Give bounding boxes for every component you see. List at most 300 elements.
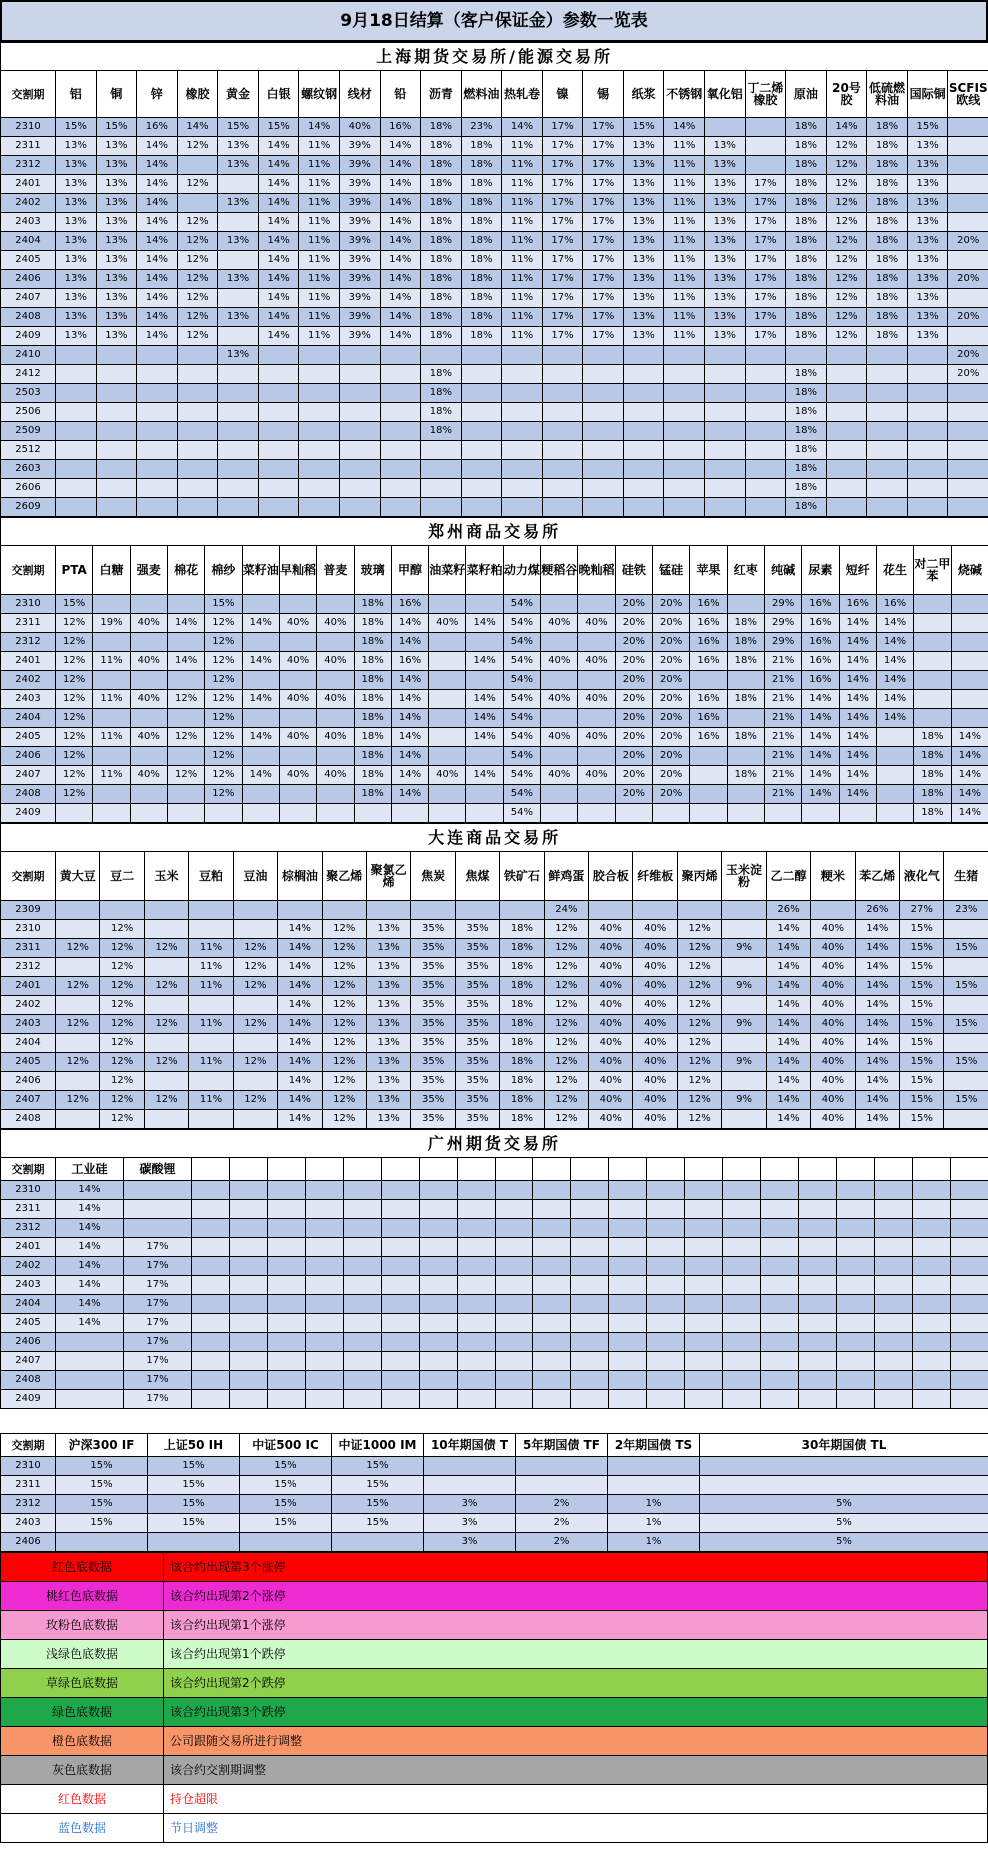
margin-cell: 14%	[855, 1053, 899, 1072]
margin-cell	[914, 709, 951, 728]
margin-cell: 12%	[677, 920, 721, 939]
margin-cell: 13%	[56, 213, 97, 232]
column-header: 锌	[137, 71, 178, 118]
margin-cell: 15%	[900, 920, 944, 939]
margin-cell: 15%	[240, 1476, 332, 1495]
margin-cell: 17%	[745, 251, 786, 270]
margin-cell	[542, 479, 583, 498]
margin-cell: 17%	[542, 289, 583, 308]
margin-cell: 11%	[664, 175, 705, 194]
margin-cell: 18%	[354, 766, 391, 785]
margin-cell	[836, 1371, 874, 1390]
margin-cell: 12%	[205, 633, 242, 652]
table-row	[1, 633, 988, 652]
legend-description: 节日调整	[164, 1814, 988, 1843]
margin-cell: 26%	[855, 901, 899, 920]
margin-cell	[461, 365, 502, 384]
margin-cell	[495, 1238, 533, 1257]
margin-cell	[339, 422, 380, 441]
margin-cell: 14%	[826, 118, 867, 137]
margin-cell	[571, 1333, 609, 1352]
margin-cell: 11%	[189, 1015, 233, 1034]
margin-cell	[907, 384, 948, 403]
margin-cell	[466, 747, 503, 766]
margin-cell	[799, 1257, 837, 1276]
margin-cell	[907, 422, 948, 441]
margin-cell: 18%	[500, 939, 544, 958]
margin-cell	[764, 804, 801, 823]
margin-cell	[578, 633, 615, 652]
margin-cell	[317, 785, 354, 804]
margin-cell	[826, 422, 867, 441]
margin-cell: 18%	[867, 289, 908, 308]
margin-cell	[167, 671, 204, 690]
margin-cell	[700, 1457, 988, 1476]
margin-cell	[137, 422, 178, 441]
margin-cell	[912, 1352, 950, 1371]
margin-cell	[258, 365, 299, 384]
margin-cell	[745, 346, 786, 365]
margin-cell: 14%	[839, 633, 876, 652]
margin-cell: 13%	[56, 270, 97, 289]
column-header: 尿素	[802, 546, 839, 595]
margin-cell: 35%	[455, 939, 499, 958]
margin-cell: 18%	[354, 652, 391, 671]
margin-cell	[229, 1276, 267, 1295]
margin-cell	[723, 1257, 761, 1276]
margin-cell	[948, 403, 988, 422]
margin-cell: 54%	[503, 690, 540, 709]
margin-cell	[571, 1200, 609, 1219]
margin-cell: 12%	[56, 671, 93, 690]
margin-cell: 20%	[948, 365, 988, 384]
margin-cell	[267, 1181, 305, 1200]
margin-cell: 12%	[177, 327, 218, 346]
margin-cell: 14%	[177, 118, 218, 137]
margin-cell	[533, 1352, 571, 1371]
table-row	[1, 1514, 988, 1533]
margin-cell: 12%	[56, 652, 93, 671]
margin-cell: 14%	[855, 1072, 899, 1091]
margin-cell	[623, 441, 664, 460]
margin-cell: 12%	[56, 939, 100, 958]
margin-cell	[761, 1333, 799, 1352]
margin-cell: 14%	[766, 1072, 810, 1091]
margin-cell	[461, 498, 502, 517]
cffex-table	[0, 1409, 988, 1552]
margin-cell: 18%	[727, 728, 764, 747]
margin-cell: 12%	[100, 1034, 144, 1053]
margin-cell: 18%	[867, 308, 908, 327]
margin-cell	[948, 137, 988, 156]
margin-cell: 12%	[322, 939, 366, 958]
margin-cell: 40%	[811, 958, 855, 977]
margin-cell	[299, 479, 340, 498]
margin-cell	[421, 441, 462, 460]
margin-cell: 12%	[322, 996, 366, 1015]
margin-cell: 14%	[839, 690, 876, 709]
margin-cell	[583, 460, 624, 479]
margin-cell: 14%	[278, 1015, 322, 1034]
margin-cell	[218, 365, 259, 384]
delivery-period-cell: 2312	[1, 1219, 56, 1238]
margin-cell: 13%	[705, 175, 746, 194]
margin-cell: 35%	[411, 958, 455, 977]
delivery-period-cell: 2401	[1, 1238, 56, 1257]
margin-cell: 16%	[690, 690, 727, 709]
margin-cell: 35%	[411, 996, 455, 1015]
margin-cell: 15%	[900, 1072, 944, 1091]
delivery-period-cell: 2312	[1, 1495, 56, 1514]
margin-cell	[799, 1314, 837, 1333]
margin-cell	[653, 804, 690, 823]
margin-cell	[799, 1390, 837, 1409]
margin-cell: 12%	[144, 1015, 188, 1034]
margin-cell	[466, 595, 503, 614]
margin-cell	[192, 1200, 230, 1219]
column-header: 30年期国债 TL	[700, 1434, 988, 1457]
margin-cell	[826, 346, 867, 365]
margin-cell: 11%	[93, 652, 130, 671]
margin-cell: 18%	[727, 766, 764, 785]
margin-cell: 40%	[589, 1034, 633, 1053]
margin-cell	[542, 460, 583, 479]
margin-cell	[541, 747, 578, 766]
margin-cell	[647, 1352, 685, 1371]
margin-cell	[93, 709, 130, 728]
margin-cell: 12%	[167, 766, 204, 785]
margin-cell: 18%	[500, 1091, 544, 1110]
margin-cell: 16%	[690, 595, 727, 614]
margin-cell: 16%	[391, 652, 428, 671]
margin-cell: 21%	[764, 671, 801, 690]
delivery-period-cell: 2406	[1, 1072, 56, 1091]
margin-cell	[951, 652, 988, 671]
margin-cell: 14%	[391, 766, 428, 785]
column-header: 铜	[96, 71, 137, 118]
margin-cell	[429, 728, 466, 747]
margin-cell	[542, 441, 583, 460]
column-header: 铁矿石	[500, 852, 544, 901]
margin-cell	[457, 1181, 495, 1200]
margin-cell	[93, 747, 130, 766]
margin-cell	[542, 365, 583, 384]
margin-cell	[343, 1257, 381, 1276]
margin-cell: 13%	[218, 156, 259, 175]
margin-cell	[429, 652, 466, 671]
margin-cell	[305, 1295, 343, 1314]
margin-cell	[137, 346, 178, 365]
margin-cell: 17%	[745, 175, 786, 194]
margin-cell	[664, 460, 705, 479]
margin-cell	[56, 460, 97, 479]
margin-cell	[419, 1390, 457, 1409]
margin-cell: 1%	[608, 1495, 700, 1514]
column-header	[419, 1158, 457, 1181]
margin-cell: 14%	[56, 1219, 124, 1238]
margin-cell: 13%	[705, 156, 746, 175]
margin-cell: 40%	[811, 920, 855, 939]
margin-cell	[647, 1238, 685, 1257]
margin-cell	[457, 1390, 495, 1409]
margin-cell: 11%	[502, 213, 543, 232]
margin-cell	[124, 1200, 192, 1219]
margin-cell: 12%	[100, 1072, 144, 1091]
table-row	[1, 232, 988, 251]
margin-cell: 40%	[317, 652, 354, 671]
margin-cell: 18%	[786, 460, 827, 479]
margin-cell	[424, 1476, 516, 1495]
margin-cell	[93, 785, 130, 804]
table-row	[1, 1072, 988, 1091]
margin-cell	[685, 1314, 723, 1333]
margin-cell	[233, 920, 277, 939]
margin-cell	[258, 422, 299, 441]
margin-cell: 39%	[339, 289, 380, 308]
margin-cell: 40%	[589, 939, 633, 958]
margin-cell: 12%	[544, 977, 588, 996]
margin-cell	[455, 901, 499, 920]
margin-cell: 12%	[205, 614, 242, 633]
margin-cell: 15%	[56, 1514, 148, 1533]
margin-cell: 14%	[855, 996, 899, 1015]
margin-cell: 14%	[258, 232, 299, 251]
margin-cell: 14%	[299, 118, 340, 137]
margin-cell	[218, 422, 259, 441]
margin-cell: 18%	[500, 1072, 544, 1091]
margin-cell: 15%	[56, 1457, 148, 1476]
margin-cell: 13%	[705, 251, 746, 270]
margin-cell: 15%	[900, 1034, 944, 1053]
margin-cell: 12%	[205, 747, 242, 766]
table-row	[1, 346, 988, 365]
column-header: 鲜鸡蛋	[544, 852, 588, 901]
margin-cell	[876, 766, 913, 785]
margin-cell	[948, 327, 988, 346]
margin-cell	[381, 1390, 419, 1409]
margin-cell	[533, 1238, 571, 1257]
margin-cell	[144, 958, 188, 977]
margin-cell	[229, 1371, 267, 1390]
margin-cell: 18%	[461, 194, 502, 213]
margin-cell	[192, 1314, 230, 1333]
margin-cell	[647, 1257, 685, 1276]
margin-cell	[874, 1371, 912, 1390]
margin-cell	[799, 1276, 837, 1295]
margin-cell: 14%	[380, 289, 421, 308]
column-header: 20号胶	[826, 71, 867, 118]
margin-cell	[723, 1238, 761, 1257]
margin-cell	[144, 1072, 188, 1091]
margin-cell	[951, 614, 988, 633]
margin-cell	[705, 346, 746, 365]
margin-cell	[912, 1371, 950, 1390]
table-row	[1, 901, 988, 920]
margin-cell	[664, 422, 705, 441]
column-header	[533, 1158, 571, 1181]
margin-cell	[533, 1333, 571, 1352]
margin-cell	[258, 346, 299, 365]
margin-cell: 13%	[366, 1072, 410, 1091]
margin-cell	[541, 804, 578, 823]
margin-cell: 12%	[826, 270, 867, 289]
margin-cell	[240, 1533, 332, 1552]
margin-cell	[56, 996, 100, 1015]
margin-cell: 40%	[811, 1015, 855, 1034]
margin-cell: 12%	[144, 977, 188, 996]
margin-cell: 14%	[258, 308, 299, 327]
column-header	[685, 1158, 723, 1181]
margin-cell	[229, 1238, 267, 1257]
margin-cell	[339, 346, 380, 365]
margin-cell: 35%	[455, 1015, 499, 1034]
margin-cell: 17%	[745, 289, 786, 308]
margin-cell	[96, 441, 137, 460]
margin-cell: 13%	[366, 1015, 410, 1034]
margin-cell: 18%	[461, 232, 502, 251]
column-header: 黄金	[218, 71, 259, 118]
margin-cell	[907, 460, 948, 479]
margin-cell	[229, 1219, 267, 1238]
margin-cell	[192, 1276, 230, 1295]
margin-cell: 13%	[623, 308, 664, 327]
margin-cell: 40%	[589, 920, 633, 939]
margin-cell: 20%	[615, 709, 652, 728]
margin-cell	[705, 384, 746, 403]
margin-cell	[609, 1181, 647, 1200]
margin-cell: 12%	[167, 728, 204, 747]
margin-cell	[429, 633, 466, 652]
margin-cell: 13%	[96, 308, 137, 327]
margin-cell: 13%	[366, 977, 410, 996]
delivery-period-cell: 2403	[1, 690, 56, 709]
margin-cell	[299, 498, 340, 517]
margin-cell	[192, 1371, 230, 1390]
margin-cell: 11%	[93, 728, 130, 747]
margin-cell	[723, 1371, 761, 1390]
margin-cell: 11%	[502, 251, 543, 270]
margin-cell	[343, 1352, 381, 1371]
margin-cell: 18%	[786, 365, 827, 384]
margin-cell: 15%	[900, 996, 944, 1015]
margin-cell	[533, 1295, 571, 1314]
table-row	[1, 118, 988, 137]
margin-cell: 13%	[705, 232, 746, 251]
margin-cell	[317, 633, 354, 652]
margin-cell	[56, 479, 97, 498]
margin-cell	[727, 709, 764, 728]
margin-cell	[874, 1390, 912, 1409]
column-header: 硅铁	[615, 546, 652, 595]
margin-cell	[381, 1314, 419, 1333]
margin-cell	[836, 1333, 874, 1352]
margin-cell	[419, 1276, 457, 1295]
margin-cell: 18%	[500, 1015, 544, 1034]
margin-cell	[218, 289, 259, 308]
margin-cell: 14%	[242, 766, 279, 785]
margin-cell: 14%	[137, 137, 178, 156]
margin-cell	[950, 1295, 988, 1314]
legend-description: 持仓超限	[164, 1785, 988, 1814]
margin-cell: 14%	[278, 1091, 322, 1110]
margin-cell	[322, 901, 366, 920]
margin-cell	[56, 384, 97, 403]
margin-cell	[218, 384, 259, 403]
margin-cell	[647, 1276, 685, 1295]
margin-cell	[380, 346, 421, 365]
margin-cell	[56, 804, 93, 823]
margin-cell: 40%	[589, 977, 633, 996]
margin-cell: 20%	[615, 747, 652, 766]
margin-cell	[867, 346, 908, 365]
margin-cell	[189, 901, 233, 920]
margin-cell: 18%	[354, 785, 391, 804]
margin-cell: 14%	[258, 194, 299, 213]
table-row	[1, 996, 988, 1015]
margin-cell	[305, 1257, 343, 1276]
margin-cell	[380, 403, 421, 422]
legend-label: 浅绿色底数据	[1, 1640, 164, 1669]
margin-cell	[664, 441, 705, 460]
margin-cell: 40%	[279, 766, 316, 785]
margin-cell: 12%	[233, 977, 277, 996]
margin-cell	[192, 1238, 230, 1257]
table-row	[1, 1015, 988, 1034]
margin-cell: 12%	[322, 1110, 366, 1129]
margin-cell	[279, 747, 316, 766]
margin-cell: 35%	[455, 1110, 499, 1129]
margin-cell	[948, 441, 988, 460]
margin-cell: 14%	[839, 614, 876, 633]
margin-cell: 54%	[503, 614, 540, 633]
delivery-period-cell: 2311	[1, 939, 56, 958]
margin-cell	[258, 460, 299, 479]
margin-cell	[912, 1295, 950, 1314]
margin-cell: 18%	[727, 614, 764, 633]
margin-cell	[647, 1219, 685, 1238]
margin-cell: 14%	[855, 1015, 899, 1034]
margin-cell: 20%	[653, 671, 690, 690]
margin-cell	[299, 460, 340, 479]
margin-cell	[705, 460, 746, 479]
margin-cell: 14%	[951, 728, 988, 747]
margin-cell: 15%	[900, 939, 944, 958]
delivery-period-cell: 2310	[1, 1457, 56, 1476]
margin-cell: 18%	[421, 213, 462, 232]
margin-cell	[343, 1295, 381, 1314]
margin-cell: 40%	[130, 690, 167, 709]
column-header: 铅	[380, 71, 421, 118]
margin-cell: 14%	[380, 213, 421, 232]
margin-cell: 13%	[907, 156, 948, 175]
column-header: 纤维板	[633, 852, 677, 901]
delivery-period-cell: 2311	[1, 137, 56, 156]
margin-cell	[130, 671, 167, 690]
margin-cell	[723, 1181, 761, 1200]
margin-cell	[299, 441, 340, 460]
margin-cell: 13%	[96, 289, 137, 308]
margin-cell	[609, 1295, 647, 1314]
margin-cell: 13%	[218, 137, 259, 156]
margin-cell	[948, 460, 988, 479]
margin-cell: 13%	[56, 156, 97, 175]
margin-cell	[381, 1200, 419, 1219]
margin-cell	[912, 1200, 950, 1219]
margin-cell: 13%	[623, 327, 664, 346]
margin-cell: 12%	[322, 1072, 366, 1091]
margin-cell: 18%	[500, 996, 544, 1015]
margin-cell	[56, 901, 100, 920]
